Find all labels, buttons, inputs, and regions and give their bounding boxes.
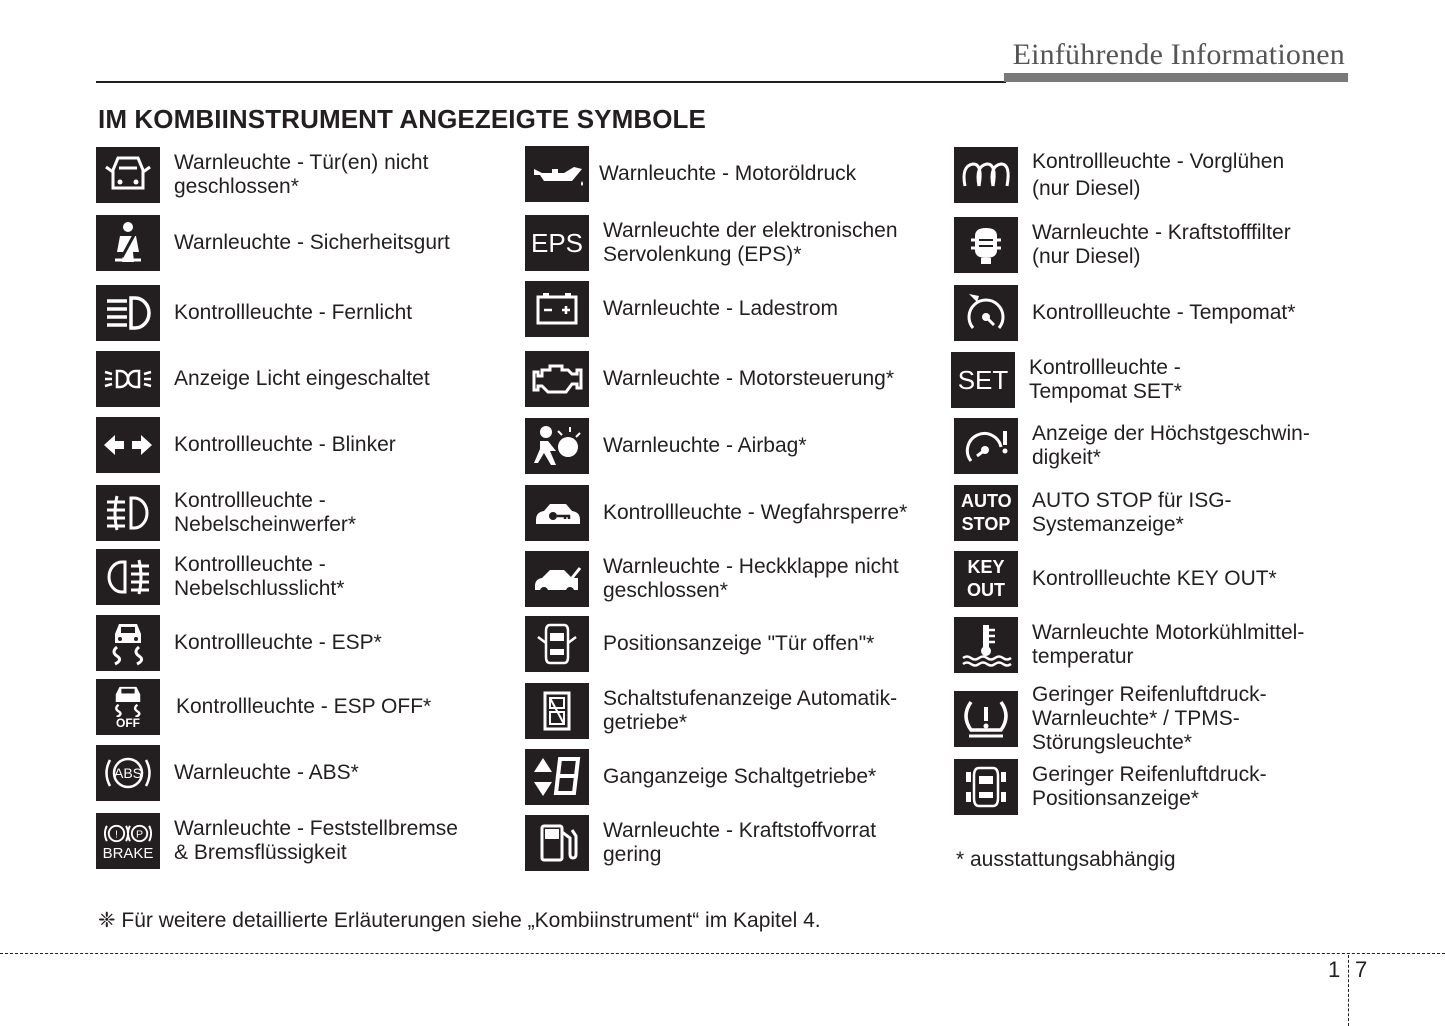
symbol-item (525, 616, 874, 672)
label-line: Kontrollleuchte - Vorglühen (1032, 149, 1285, 173)
tpms-icon (954, 691, 1018, 747)
label-line: Warnleuchte - Motoröldruck (599, 162, 857, 185)
label-line: Kontrollleuchte - Tempomat* (1032, 301, 1296, 324)
symbol-item (96, 813, 458, 869)
symbol-item (951, 352, 1182, 408)
label-line: Servolenkung (EPS)* (603, 243, 802, 266)
eps-icon (525, 215, 589, 271)
eps-text: EPS (530, 228, 584, 258)
label-line: Anzeige Licht eingeschaltet (174, 367, 430, 390)
label-line: Warnleuchte - Feststellbremse (174, 817, 458, 840)
label-line: Warnleuchte - Kraftstoffvorrat (603, 819, 877, 842)
label-line: Nebelschlusslicht* (174, 577, 345, 600)
header-rule-thick (1004, 73, 1348, 82)
label-line: Warnleuchte Motorkühlmittel- (1032, 621, 1305, 644)
label-line: Geringer Reifenluftdruck- (1032, 763, 1267, 786)
label-line: Kontrollleuchte - Blinker (174, 433, 396, 456)
svg-text:P: P (136, 827, 144, 840)
label-line: Warnleuchte - Airbag* (603, 434, 807, 457)
chapter-title: Einführende Informationen (1012, 38, 1345, 71)
oil-pressure-icon (525, 146, 589, 202)
label-line: (nur Diesel) (1032, 245, 1141, 268)
esp-icon (96, 615, 160, 671)
abs-text: ABS (113, 765, 142, 781)
symbol-item (96, 351, 430, 407)
label-line: Systemanzeige* (1032, 513, 1184, 536)
symbol-item (96, 285, 412, 341)
battery-icon (525, 281, 589, 337)
label-line: Störungsleuchte* (1032, 731, 1192, 754)
label-line: Kontrollleuchte - (174, 553, 326, 576)
label-line: Warnleuchte - Ladestrom (603, 297, 838, 320)
coolant-temp-icon (954, 617, 1018, 673)
key-out-text: KEY OUT (967, 557, 1005, 600)
label-line: Warnleuchte - Sicherheitsgurt (174, 231, 450, 254)
light-on-icon (96, 351, 160, 407)
label-line: Positionsanzeige "Tür offen"* (603, 632, 875, 655)
label-line: Kontrollleuchte - (1029, 356, 1181, 379)
key-out-icon (954, 551, 1018, 607)
symbol-item (96, 549, 344, 605)
symbol-item (525, 215, 898, 271)
label-line: Warnleuchte - Kraftstofffilter (1032, 221, 1291, 244)
tire-position-icon (954, 759, 1018, 815)
label-line: Warnleuchte* / TPMS- (1032, 707, 1240, 730)
trunk-open-icon (525, 551, 589, 607)
brake-text: BRAKE (102, 844, 154, 862)
page-number: 7 (1355, 957, 1368, 982)
label-line: Schaltstufenanzeige Automatik- (603, 687, 898, 710)
symbol-item (525, 485, 907, 541)
page-chapter: 1 (1328, 957, 1341, 982)
symbol-item (954, 217, 1291, 273)
fuel-filter-icon (954, 217, 1018, 273)
gear-position-icon (525, 683, 589, 739)
symbol-item (525, 146, 856, 202)
speed-limit-icon (954, 418, 1018, 474)
glow-plug-icon (954, 147, 1018, 203)
label-line: Kontrollleuchte - ESP OFF* (176, 695, 432, 718)
esp-off-icon (96, 679, 160, 735)
footer-divider (0, 953, 1445, 954)
seatbelt-icon (96, 215, 160, 271)
header-rule (96, 81, 1006, 83)
symbol-item (96, 147, 428, 203)
label-line: temperatur (1032, 645, 1134, 668)
abs-icon (96, 745, 160, 801)
symbol-item (525, 418, 807, 474)
label-line: getriebe* (603, 711, 688, 734)
label-line: Kontrollleuchte - Fernlicht (174, 301, 413, 324)
symbol-item (96, 215, 450, 271)
label-line: Anzeige der Höchstgeschwin- (1032, 422, 1310, 445)
symbol-item (525, 551, 899, 607)
auto-stop-icon (954, 485, 1018, 541)
symbol-item (954, 418, 1310, 474)
label-line: Warnleuchte - ABS* (174, 761, 359, 784)
symbol-item (525, 281, 838, 337)
label-line: Ganganzeige Schaltgetriebe* (603, 765, 877, 788)
symbol-item (954, 759, 1267, 815)
symbol-item (96, 485, 356, 541)
label-line: Warnleuchte - Tür(en) nicht (174, 151, 429, 174)
cruise-icon (954, 285, 1018, 341)
label-line: Warnleuchte - Heckklappe nicht (603, 555, 899, 578)
shift-indicator-icon (525, 749, 589, 805)
footnote-equipment: * ausstattungsabhängig (956, 848, 1176, 871)
turn-signal-icon (96, 417, 160, 473)
symbol-item (96, 417, 396, 473)
high-beam-icon (96, 285, 160, 341)
label-line: & Bremsflüssigkeit (174, 841, 347, 864)
engine-check-icon (525, 351, 589, 407)
label-line: Tempomat SET* (1029, 380, 1182, 403)
symbol-item (525, 683, 897, 739)
symbol-item (96, 745, 359, 801)
immobilizer-icon (525, 485, 589, 541)
footnote-reference: ❈ Für weitere detaillierte Erläuterungen siehe „Kombiinstrument“ im Kapitel 4. (98, 909, 821, 932)
label-line: (nur Diesel) (1032, 176, 1141, 200)
page-number-divider (1348, 955, 1349, 1026)
label-line: Geringer Reifenluftdruck- (1032, 683, 1267, 706)
door-open-icon (96, 147, 160, 203)
label-line: Kontrollleuchte - ESP* (174, 631, 382, 654)
label-line: geschlossen* (603, 579, 728, 602)
label-line: Nebelscheinwerfer* (174, 513, 357, 536)
label-line: AUTO STOP für ISG- (1032, 489, 1232, 512)
symbol-item (954, 285, 1295, 341)
label-line: Kontrollleuchte - Wegfahrsperre* (603, 501, 908, 524)
label-line: Kontrollleuchte KEY OUT* (1032, 567, 1277, 590)
symbol-item (954, 551, 1277, 607)
symbol-item (525, 815, 876, 871)
symbol-item (96, 679, 431, 735)
cruise-set-icon (951, 352, 1015, 408)
symbol-item (525, 351, 894, 407)
label-line: Warnleuchte der elektronischen (603, 219, 898, 242)
airbag-icon (525, 418, 589, 474)
label-line: Kontrollleuchte - (174, 489, 326, 512)
fuel-icon (525, 815, 589, 871)
auto-stop-text: AUTO STOP (961, 491, 1012, 534)
set-text: SET (957, 365, 1009, 395)
esp-off-text: OFF (116, 716, 140, 730)
symbol-item (954, 683, 1267, 755)
svg-text:!: ! (114, 827, 118, 840)
label-line: Warnleuchte - Motorsteuerung* (603, 367, 895, 390)
label-line: Positionsanzeige* (1032, 787, 1199, 810)
symbol-item (525, 749, 876, 805)
label-line: gering (603, 843, 662, 866)
symbol-item (954, 147, 1284, 203)
symbol-item (954, 617, 1304, 673)
brake-icon (96, 813, 160, 869)
symbol-item (954, 485, 1232, 541)
front-fog-icon (96, 485, 160, 541)
symbol-item (96, 615, 382, 671)
door-position-icon (525, 616, 589, 672)
label-line: digkeit* (1032, 446, 1101, 469)
label-line: geschlossen* (174, 175, 299, 198)
rear-fog-icon (96, 549, 160, 605)
section-title: IM KOMBIINSTRUMENT ANGEZEIGTE SYMBOLE (98, 104, 706, 134)
